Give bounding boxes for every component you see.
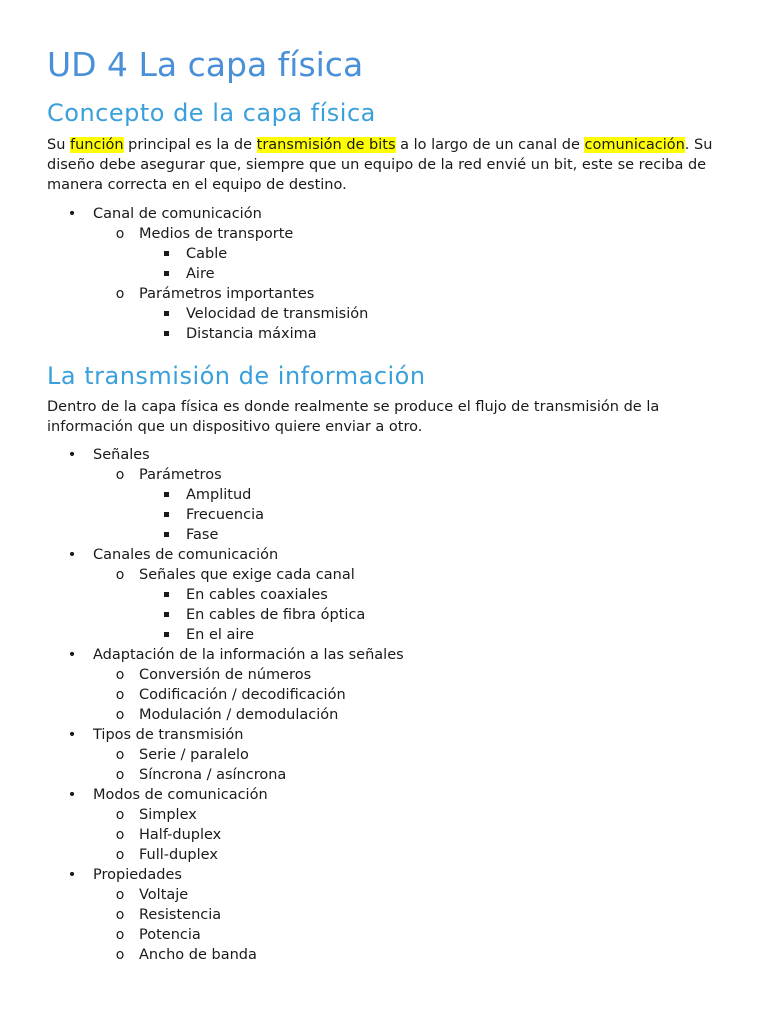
list-item-label: Modos de comunicación [93,787,268,803]
sub-list-item [47,284,727,344]
sub-sub-list-item-label: Velocidad de transmisión [186,306,369,322]
bullet-dot-icon: • [67,867,77,883]
list-item-label: Adaptación de la información a las señales [93,647,404,663]
bullet-list-concepto [47,204,727,344]
bullet-circle-icon: o [115,747,125,763]
sub-list-item [47,765,727,785]
document-page [47,40,727,965]
sub-list-item-label: Simplex [139,807,197,823]
bullet-dot-icon: • [67,547,77,563]
sub-list-item-label: Modulación / demodulación [139,707,339,723]
bullet-dot-icon: • [67,447,77,463]
bullet-circle-icon: o [115,827,125,843]
list-item [47,865,727,965]
sub-list-item [47,905,727,925]
bullet-circle-icon: o [115,927,125,943]
sub-list-item [47,845,727,865]
sub-sub-list [47,244,727,284]
sub-sub-list-item-label: En cables coaxiales [186,587,328,603]
paragraph-text: principal es la de [123,137,257,153]
sub-sub-list-item-label: Fase [186,527,219,543]
sub-sub-list-item [47,605,727,625]
highlighted-term: función [70,137,124,153]
sub-list-item-label: Voltaje [139,887,189,903]
sub-sub-list-item-label: Cable [186,246,228,262]
sub-list-item [47,224,727,284]
list-item [47,645,727,725]
sub-list [47,805,727,865]
sub-sub-list-item [47,505,727,525]
sub-list-item [47,465,727,545]
bullet-circle-icon: o [115,286,125,302]
sub-list-item [47,805,727,825]
sub-list [47,665,727,725]
sub-list [47,885,727,965]
section-heading-transmision: La transmisión de información [47,362,426,390]
sub-sub-list [47,304,727,344]
section-paragraph-concepto [47,135,727,195]
bullet-square-icon [164,632,169,637]
document-title: UD 4 La capa física [47,45,364,84]
sub-list-item-label: Half-duplex [139,827,222,843]
sub-sub-list-item [47,304,727,324]
sub-sub-list-item [47,625,727,645]
paragraph-text: . Su diseño debe asegurar que, siempre que un equipo de la red envié un bit, este se reciba de manera correcta en el equipo de destino. [47,137,713,193]
sub-list-item-label: Señales que exige cada canal [139,567,355,583]
bullet-list-transmision [47,445,727,965]
sub-list-item [47,745,727,765]
list-item [47,204,727,344]
sub-list-item-label: Parámetros importantes [139,286,315,302]
bullet-square-icon [164,592,169,597]
sub-sub-list-item-label: Distancia máxima [186,326,317,342]
sub-list-item-label: Full-duplex [139,847,218,863]
sub-sub-list-item [47,485,727,505]
bullet-circle-icon: o [115,947,125,963]
highlighted-term: transmisión de bits [256,137,396,153]
bullet-dot-icon: • [67,727,77,743]
bullet-square-icon [164,612,169,617]
bullet-circle-icon: o [115,847,125,863]
sub-list-item-label: Serie / paralelo [139,747,249,763]
sub-sub-list-item-label: En cables de fibra óptica [186,607,366,623]
bullet-circle-icon: o [115,226,125,242]
section-paragraph-transmision: Dentro de la capa física es donde realmente se produce el flujo de transmisión de la información que un dispositivo quiere enviar a otro. [47,399,660,435]
bullet-square-icon [164,271,169,276]
sub-list-item [47,825,727,845]
sub-list [47,745,727,785]
sub-sub-list-item [47,525,727,545]
sub-list [47,224,727,344]
bullet-circle-icon: o [115,467,125,483]
sub-sub-list-item-label: En el aire [186,627,254,643]
sub-list-item [47,885,727,905]
sub-list-item-label: Resistencia [139,907,222,923]
bullet-square-icon [164,532,169,537]
sub-list-item [47,685,727,705]
sub-list-item [47,945,727,965]
list-item [47,785,727,865]
list-item-label: Propiedades [93,867,182,883]
sub-list-item [47,925,727,945]
bullet-circle-icon: o [115,907,125,923]
sub-sub-list-item-label: Frecuencia [186,507,265,523]
sub-sub-list [47,585,727,645]
section-heading-concepto: Concepto de la capa física [47,99,376,127]
sub-list [47,465,727,545]
bullet-circle-icon: o [115,707,125,723]
bullet-circle-icon: o [115,767,125,783]
bullet-square-icon [164,492,169,497]
sub-sub-list-item-label: Aire [186,266,215,282]
bullet-dot-icon: • [67,787,77,803]
bullet-square-icon [164,331,169,336]
list-item-label: Tipos de transmisión [93,727,244,743]
sub-list-item-label: Potencia [139,927,201,943]
sub-sub-list-item [47,324,727,344]
bullet-circle-icon: o [115,887,125,903]
paragraph-text: a lo largo de un canal de [395,137,585,153]
sub-sub-list-item-label: Amplitud [186,487,252,503]
sub-list-item-label: Síncrona / asíncrona [139,767,287,783]
sub-list-item-label: Ancho de banda [139,947,257,963]
sub-list-item-label: Parámetros [139,467,222,483]
list-item-label: Señales [93,447,150,463]
list-item [47,445,727,545]
bullet-square-icon [164,512,169,517]
highlighted-term: comunicación [584,137,685,153]
list-item-label: Canales de comunicación [93,547,279,563]
paragraph-text: Su [47,137,71,153]
sub-sub-list-item [47,585,727,605]
bullet-circle-icon: o [115,807,125,823]
bullet-circle-icon: o [115,667,125,683]
sub-sub-list [47,485,727,545]
sub-list-item-label: Medios de transporte [139,226,294,242]
bullet-dot-icon: • [67,647,77,663]
sub-list-item [47,565,727,645]
sub-sub-list-item [47,264,727,284]
sub-list-item [47,665,727,685]
list-item [47,725,727,785]
list-item-label: Canal de comunicación [93,206,262,222]
sub-list-item [47,705,727,725]
sub-list-item-label: Conversión de números [139,667,312,683]
sub-list-item-label: Codificación / decodificación [139,687,346,703]
sub-list [47,565,727,645]
bullet-square-icon [164,251,169,256]
bullet-circle-icon: o [115,687,125,703]
list-item [47,545,727,645]
bullet-dot-icon: • [67,206,77,222]
sub-sub-list-item [47,244,727,264]
bullet-square-icon [164,311,169,316]
bullet-circle-icon: o [115,567,125,583]
